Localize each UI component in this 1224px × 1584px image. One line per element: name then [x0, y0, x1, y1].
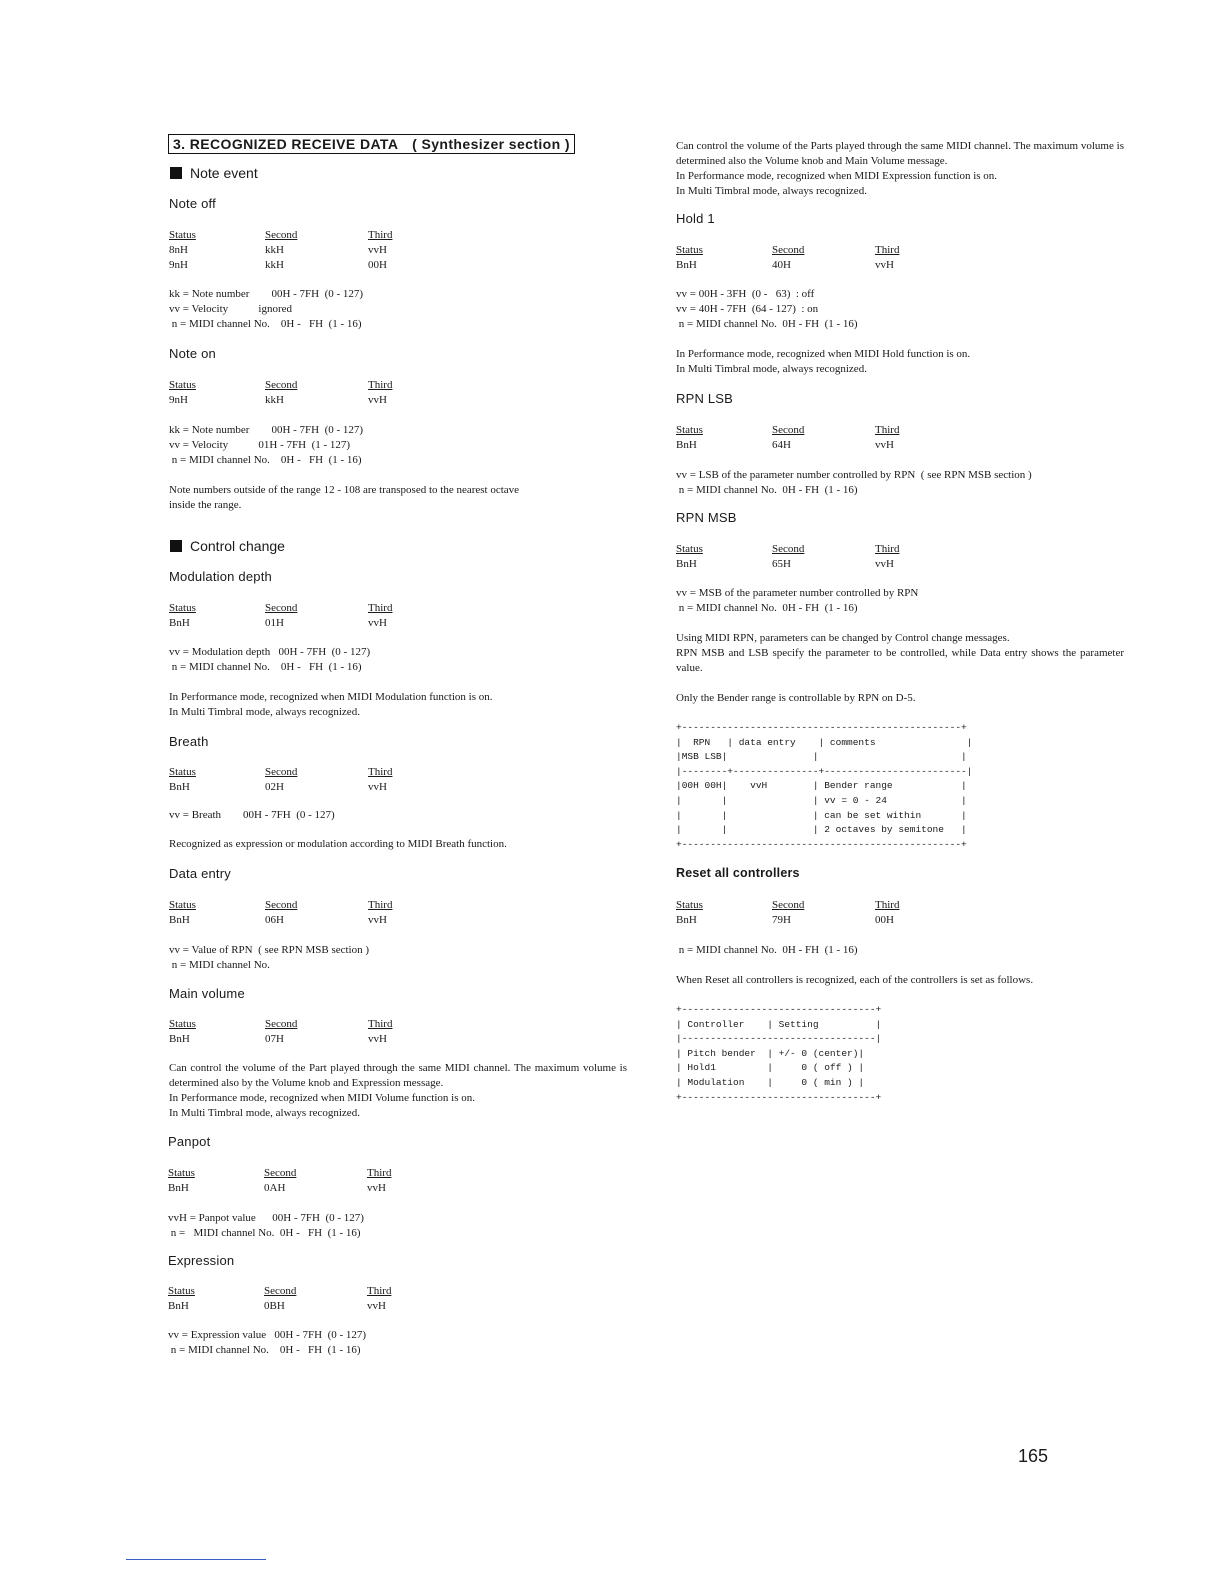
reset-ascii-table	[676, 1003, 881, 1105]
section-title	[168, 134, 575, 154]
message-table-main-volume: Status Second Third BnH 07H vvH	[169, 1018, 393, 1045]
section-title-sub: ( Synthesizer section )	[412, 136, 570, 152]
heading-rpn-msb: RPN MSB	[676, 510, 737, 525]
definitions-data-entry: vv = Value of RPN ( see RPN MSB section ) n = MIDI channel No.	[169, 944, 370, 971]
table-line: | | | 2 octaves by semitone |	[676, 824, 967, 836]
expression-remark: Can control the volume of the Parts played through the same MIDI channel. The maximum volume is determined also the Volume knob and Main Volume message. In Performance mode, recognized when MIDI Expression function is on. In Multi Timbral mode, always recognized.	[676, 140, 1124, 197]
heading-main-volume: Main volume	[169, 986, 245, 1001]
table-row: BnH 64H vvH	[676, 439, 894, 451]
table-line: |--------+---------------+-------------------------|	[676, 765, 973, 777]
bullet-square-icon	[170, 540, 182, 552]
heading-panpot: Panpot	[168, 1134, 211, 1149]
table-line: | | | can be set within |	[676, 809, 967, 821]
table-row: BnH 06H vvH	[169, 914, 387, 926]
table-line: | Modulation | 0 ( min ) |	[676, 1076, 865, 1088]
table-line: +----------------------------------+	[676, 1004, 882, 1015]
message-table-expression: Status Second Third BnH 0BH vvH	[168, 1285, 392, 1312]
message-table-breath: Status Second Third BnH 02H vvH	[169, 766, 393, 793]
heading-note-event: Note event	[170, 165, 258, 181]
heading-modulation-depth: Modulation depth	[169, 569, 272, 584]
hold1-remark: In Performance mode, recognized when MIDI Hold function is on. In Multi Timbral mode, always recognized.	[676, 348, 971, 375]
message-table-reset-all: Status Second Third BnH 79H 00H	[676, 899, 900, 926]
rpn-ascii-table	[676, 721, 972, 852]
table-line: |MSB LSB| | |	[676, 751, 967, 763]
breath-remark: Recognized as expression or modulation according to MIDI Breath function.	[169, 838, 507, 850]
table-line: | Controller | Setting |	[676, 1018, 882, 1030]
table-line: +-------------------------------------------------+	[676, 722, 967, 733]
message-table-note-on: Status Second Third 9nH kkH vvH	[169, 379, 393, 406]
table-line: | Hold1 | 0 ( off ) |	[676, 1062, 865, 1074]
message-table-rpn-msb: Status Second Third BnH 65H vvH	[676, 543, 900, 570]
table-row: 8nH kkH vvH	[169, 244, 387, 256]
message-table-hold1: Status Second Third BnH 40H vvH	[676, 244, 900, 271]
rpn-msb-remark: Using MIDI RPN, parameters can be changed by Control change messages. RPN MSB and LSB specify the parameter to be controlled, while Data entry shows the parameter value.	[676, 632, 1124, 674]
table-line: | RPN | data entry | comments |	[676, 736, 973, 748]
table-line: |----------------------------------|	[676, 1033, 882, 1045]
definitions-note-on: kk = Note number 00H - 7FH (0 - 127) vv = Velocity 01H - 7FH (1 - 127) n = MIDI channel No. 0H - FH (1 - 16)	[169, 424, 364, 466]
table-row: BnH 40H vvH	[676, 259, 894, 271]
heading-rpn-lsb: RPN LSB	[676, 391, 734, 406]
definitions-hold1: vv = 00H - 3FH (0 - 63) : off vv = 40H - 7FH (64 - 127) : on n = MIDI channel No. 0H - FH (1 - 16)	[676, 288, 858, 330]
definitions-rpn-lsb: vv = LSB of the parameter number controlled by RPN ( see RPN MSB section ) n = MIDI channel No. 0H - FH (1 - 16)	[676, 469, 1032, 496]
definitions-panpot: vvH = Panpot value 00H - 7FH (0 - 127) n = MIDI channel No. 0H - FH (1 - 16)	[168, 1212, 364, 1239]
col-second: Second	[265, 229, 298, 241]
definitions-note-off: kk = Note number 00H - 7FH (0 - 127) vv = Velocity ignored n = MIDI channel No. 0H - FH (1 - 16)	[169, 288, 364, 330]
message-table-data-entry: Status Second Third BnH 06H vvH	[169, 899, 393, 926]
bullet-square-icon	[170, 167, 182, 179]
table-row: BnH 65H vvH	[676, 558, 894, 570]
section-title-main: 3. RECOGNIZED RECEIVE DATA	[173, 136, 398, 152]
message-table-note-off	[169, 228, 392, 273]
definitions-expression: vv = Expression value 00H - 7FH (0 - 127) n = MIDI channel No. 0H - FH (1 - 16)	[168, 1329, 367, 1356]
page-number: 165	[1018, 1446, 1049, 1466]
definitions-modulation: vv = Modulation depth 00H - 7FH (0 - 127) n = MIDI channel No. 0H - FH (1 - 16)	[169, 646, 371, 673]
heading-data-entry: Data entry	[169, 866, 231, 881]
table-row: BnH 0AH vvH	[168, 1182, 386, 1194]
rpn-msb-remark-2: Only the Bender range is controllable by RPN on D-5.	[676, 692, 916, 704]
heading-reset-all-controllers: Reset all controllers	[676, 866, 800, 880]
table-line: +----------------------------------+	[676, 1091, 882, 1103]
table-row: BnH 07H vvH	[169, 1033, 387, 1045]
table-line: +-------------------------------------------------+	[676, 838, 967, 850]
definitions-breath: vv = Breath 00H - 7FH (0 - 127)	[169, 809, 335, 821]
modulation-remark: In Performance mode, recognized when MIDI Modulation function is on. In Multi Timbral mode, always recognized.	[169, 691, 493, 718]
table-line: |00H 00H| vvH | Bender range |	[676, 780, 967, 792]
heading-hold1: Hold 1	[676, 211, 715, 226]
reset-all-remark: When Reset all controllers is recognized, each of the controllers is set as follows.	[676, 974, 1034, 986]
definitions-reset-all: n = MIDI channel No. 0H - FH (1 - 16)	[676, 944, 858, 956]
message-table-rpn-lsb: Status Second Third BnH 64H vvH	[676, 424, 900, 451]
message-table-modulation: Status Second Third BnH 01H vvH	[169, 602, 393, 629]
table-line: | | | vv = 0 - 24 |	[676, 794, 967, 806]
table-row: 9nH kkH 00H	[169, 259, 387, 271]
table-row: BnH 01H vvH	[169, 617, 387, 629]
heading-note-on: Note on	[169, 346, 216, 361]
table-row: 9nH kkH vvH	[169, 394, 387, 406]
heading-breath: Breath	[169, 734, 209, 749]
main-volume-remark: Can control the volume of the Part played through the same MIDI channel. The maximum volume is determined also by the Volume knob and Expression message. In Performance mode, recognized when MIDI Volume function is on. In Multi Timbral mode, always recognized.	[169, 1062, 627, 1119]
table-row: BnH 02H vvH	[169, 781, 387, 793]
col-status: Status	[169, 229, 196, 241]
table-row: BnH 79H 00H	[676, 914, 894, 926]
definitions-rpn-msb: vv = MSB of the parameter number controlled by RPN n = MIDI channel No. 0H - FH (1 - 16)	[676, 587, 919, 614]
heading-expression: Expression	[168, 1253, 235, 1268]
col-third: Third	[368, 229, 393, 241]
note-on-remark: Note numbers outside of the range 12 - 108 are transposed to the nearest octave inside the range.	[169, 484, 520, 511]
table-line: | Pitch bender | +/- 0 (center)|	[676, 1047, 865, 1059]
heading-note-off: Note off	[169, 196, 216, 211]
footer-rule	[126, 1559, 266, 1560]
table-row: BnH 0BH vvH	[168, 1300, 386, 1312]
message-table-panpot: Status Second Third BnH 0AH vvH	[168, 1167, 392, 1194]
heading-control-change: Control change	[170, 538, 285, 554]
